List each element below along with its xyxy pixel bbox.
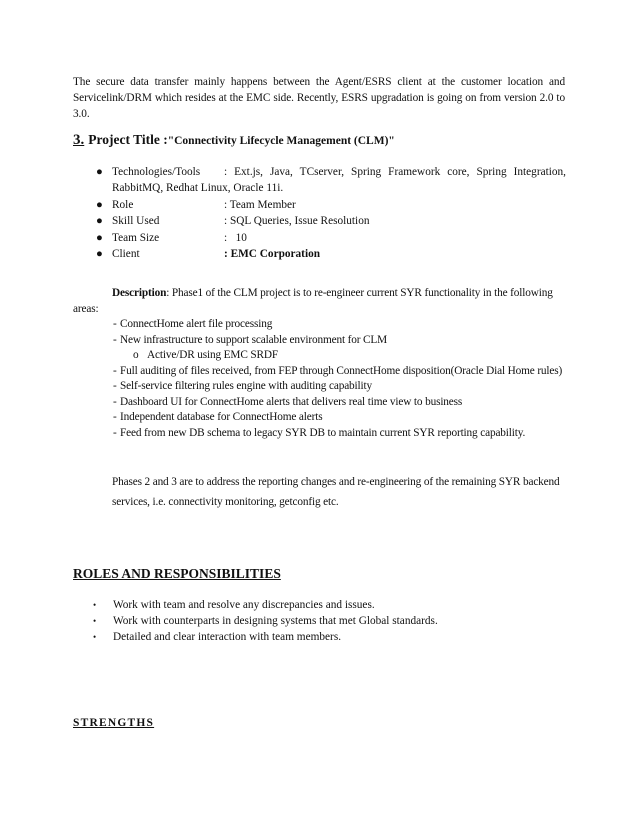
project-title-value: "Connectivity Lifecycle Management (CLM)" xyxy=(167,135,395,147)
detail-client xyxy=(96,246,566,262)
project-title xyxy=(73,131,395,149)
list-item: • Work with team and resolve any discrepancies and issues. xyxy=(93,599,375,611)
description-label: Description xyxy=(112,287,167,299)
detail-value: : SQL Queries, Issue Resolution xyxy=(224,215,370,228)
detail-value: : EMC Corporation xyxy=(224,248,321,261)
detail-value: : Team Member xyxy=(224,198,296,211)
detail-label: Skill Used xyxy=(112,215,160,228)
list-item: • Work with counterparts in designing systems that met Global standards. xyxy=(93,615,438,627)
bullet-icon: ● xyxy=(96,248,103,261)
phases-paragraph: Phases 2 and 3 are to address the reporting changes and re-engineering of the remaining SYR backend services, i.e. connectivity monitoring, getconfig etc. xyxy=(112,476,560,508)
bullet-icon: ● xyxy=(96,215,103,228)
strengths-heading: STRENGTHS xyxy=(73,717,155,729)
bullet-icon: ● xyxy=(96,198,103,211)
list-item: - ConnectHome alert file processing xyxy=(113,318,273,330)
list-item: - New infrastructure to support scalable environment for CLM xyxy=(113,333,388,346)
detail-value: : 10 xyxy=(224,231,247,244)
project-description xyxy=(73,286,568,441)
bullet-icon: ● xyxy=(96,231,103,244)
detail-value: : Ext.js, Java, TCserver, Spring Framework core, Spring Integration, RabbitMQ, Redhat Linux, Oracle 11i. xyxy=(112,166,566,195)
detail-label: Team Size xyxy=(112,231,160,244)
bullet-icon: • xyxy=(93,616,97,626)
description-list xyxy=(73,317,568,441)
list-item: - Independent database for ConnectHome alerts xyxy=(113,411,323,423)
roles-list xyxy=(93,597,563,645)
intro-paragraph: The secure data transfer mainly happens between the Agent/ESRS client at the customer location and Servicelink/DRM which resides at the EMC side. Recently, ESRS upgradation is going on from version 2.0 to 3.0. xyxy=(73,76,565,120)
detail-technologies xyxy=(96,164,566,197)
list-item: • Detailed and clear interaction with team members. xyxy=(93,631,342,643)
description-intro xyxy=(73,286,568,317)
list-item: - Feed from new DB schema to legacy SYR DB to maintain current SYR reporting capability. xyxy=(113,426,526,439)
project-number: 3. xyxy=(73,132,85,148)
bullet-icon: ● xyxy=(96,166,103,178)
roles-heading: ROLES AND RESPONSIBILITIES xyxy=(73,566,281,581)
project-title-label: Project Title : xyxy=(88,132,168,147)
list-item: - Full auditing of files received, from FEP through ConnectHome disposition(Oracle Dial Home rules) xyxy=(113,364,563,377)
detail-label: Role xyxy=(112,198,134,211)
list-item: - Dashboard UI for ConnectHome alerts that delivers real time view to business xyxy=(113,395,463,408)
detail-label: Client xyxy=(112,248,140,261)
list-item: - Self-service filtering rules engine with auditing capability xyxy=(113,380,373,392)
bullet-icon: • xyxy=(93,632,97,642)
detail-skill xyxy=(96,213,566,229)
detail-team-size xyxy=(96,230,566,246)
detail-role xyxy=(96,197,566,213)
detail-label: Technologies/Tools xyxy=(112,166,201,178)
project-details-list xyxy=(96,164,566,262)
list-item: o Active/DR using EMC SRDF xyxy=(133,349,279,361)
description-text: : Phase1 of the CLM project is to re-engineer current SYR functionality in the following areas: xyxy=(73,287,553,315)
bullet-icon: • xyxy=(93,600,97,610)
